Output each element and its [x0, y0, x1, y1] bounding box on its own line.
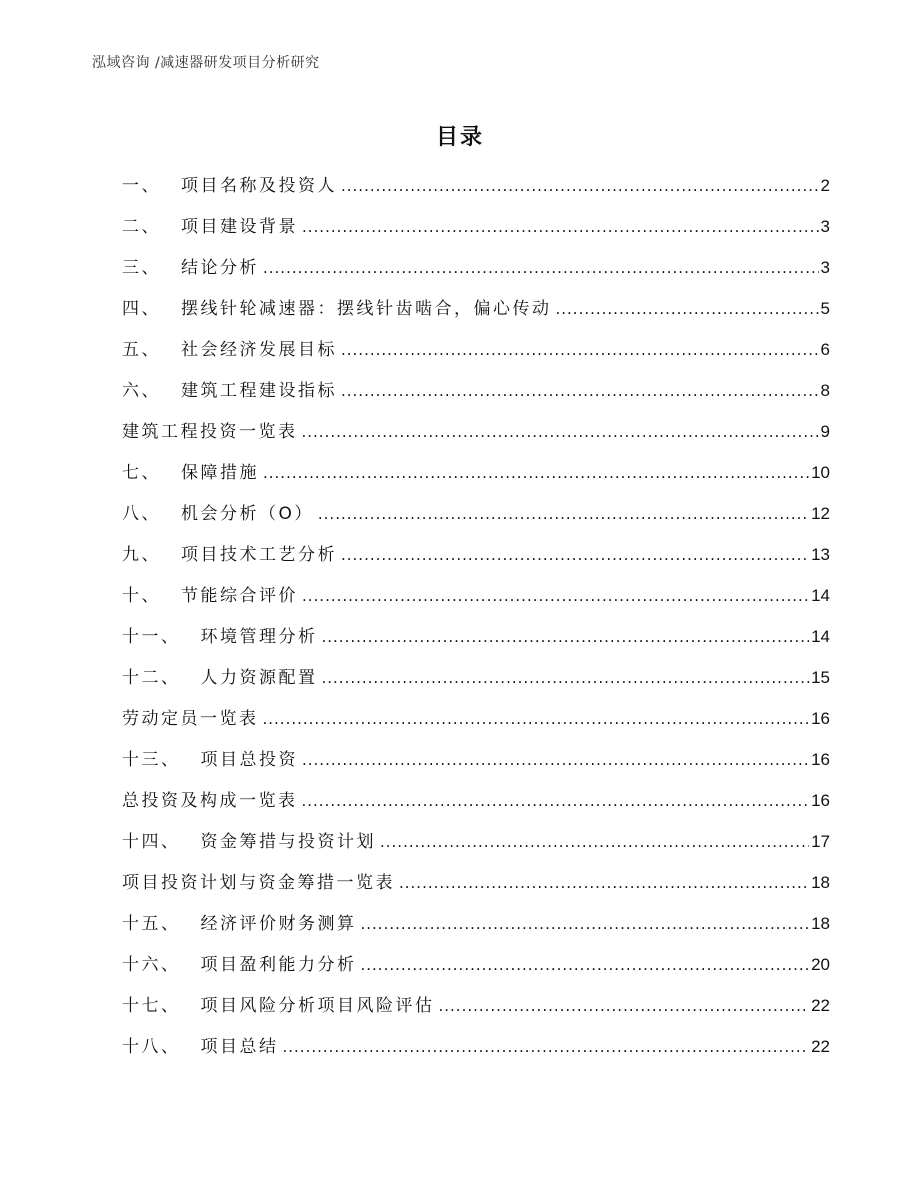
- toc-dot-leader: [283, 1031, 810, 1063]
- toc-dot-leader: [399, 867, 809, 899]
- toc-entry-title: 项目名称及投资人: [181, 176, 337, 196]
- toc-entry-label: [122, 539, 337, 571]
- toc-entry[interactable]: [122, 539, 830, 580]
- toc-dot-leader: [322, 662, 810, 694]
- toc-entry-number: 十三、: [122, 750, 181, 770]
- toc-dot-leader: [341, 539, 809, 571]
- toc-entry-label: [122, 785, 298, 817]
- toc-entry-number: 六、: [122, 381, 161, 401]
- toc-entry-label: [122, 211, 298, 243]
- toc-entry-label: [122, 334, 337, 366]
- toc-entry-number: 十二、: [122, 668, 181, 688]
- toc-entry[interactable]: [122, 662, 830, 703]
- toc-dot-leader: [263, 703, 810, 735]
- toc-entry-label: [122, 949, 357, 981]
- toc-dot-leader: [302, 744, 809, 776]
- toc-page-number: 3: [820, 217, 830, 236]
- toc-dot-leader: [318, 498, 809, 530]
- running-header: 泓域咨询 /减速器研发项目分析研究: [92, 55, 320, 71]
- toc-entry-number: 四、: [122, 299, 161, 319]
- toc-entry-title: 项目盈利能力分析: [200, 955, 357, 975]
- toc-entry[interactable]: [122, 990, 830, 1031]
- toc-page-number: 22: [811, 1037, 830, 1056]
- toc-dot-leader: [302, 416, 819, 448]
- toc-entry[interactable]: [122, 170, 830, 211]
- toc-entry-title: 项目建设背景: [181, 217, 298, 237]
- toc-page-number: 5: [820, 299, 830, 318]
- toc-page-number: 6: [820, 340, 830, 359]
- toc-entry-label: [122, 908, 357, 940]
- toc-page-number: 12: [811, 504, 830, 523]
- toc-entry-title: 总投资及构成一览表: [122, 791, 298, 811]
- toc-page-number: 15: [811, 668, 830, 687]
- toc-entry[interactable]: [122, 211, 830, 252]
- toc-entry-title: 项目投资计划与资金筹措一览表: [122, 873, 395, 893]
- page-title: 目录: [435, 125, 484, 150]
- toc-entry-number: 十八、: [122, 1037, 181, 1057]
- toc-dot-leader: [322, 621, 810, 653]
- toc-entry-label: [122, 990, 435, 1022]
- toc-dot-leader: [380, 826, 809, 858]
- toc-entry-number: 一、: [122, 176, 161, 196]
- toc-entry-title: 项目风险分析项目风险评估: [200, 996, 435, 1016]
- toc-dot-leader: [263, 457, 809, 489]
- toc-entry[interactable]: [122, 252, 830, 293]
- toc-entry-title: 经济评价财务测算: [200, 914, 357, 934]
- toc-entry[interactable]: [122, 703, 830, 744]
- toc-entry[interactable]: [122, 375, 830, 416]
- toc-page-number: 18: [811, 914, 830, 933]
- toc-page-number: 14: [811, 627, 830, 646]
- toc-entry-label: [122, 293, 552, 325]
- toc-page-number: 9: [820, 422, 830, 441]
- toc-dot-leader: [341, 334, 819, 366]
- toc-entry[interactable]: [122, 744, 830, 785]
- toc-entry-number: 十六、: [122, 955, 181, 975]
- toc-entry[interactable]: [122, 1031, 830, 1072]
- toc-entry-label: [122, 457, 259, 489]
- toc-page-number: 18: [811, 873, 830, 892]
- toc-entry[interactable]: [122, 334, 830, 375]
- toc-page-number: 17: [811, 832, 830, 851]
- toc-page-number: 16: [811, 791, 830, 810]
- toc-page-number: 13: [811, 545, 830, 564]
- toc-entry[interactable]: [122, 293, 830, 334]
- toc-entry-number: 九、: [122, 545, 161, 565]
- toc-entry-label: [122, 498, 314, 530]
- toc-entry-number: 三、: [122, 258, 161, 278]
- toc-dot-leader: [439, 990, 810, 1022]
- toc-page-number: 16: [811, 709, 830, 728]
- toc-entry-label: [122, 252, 259, 284]
- toc-entry-number: 七、: [122, 463, 161, 483]
- toc-entry-title: 项目总投资: [200, 750, 298, 770]
- toc-entry[interactable]: [122, 580, 830, 621]
- toc-entry-title: 项目技术工艺分析: [181, 545, 337, 565]
- toc-dot-leader: [263, 252, 819, 284]
- toc-entry-number: 十四、: [122, 832, 181, 852]
- toc-entry-label: [122, 375, 337, 407]
- toc-dot-leader: [361, 908, 810, 940]
- toc-dot-leader: [302, 211, 819, 243]
- toc-dot-leader: [341, 375, 819, 407]
- toc-entry-title: 节能综合评价: [181, 586, 298, 606]
- toc-entry[interactable]: [122, 621, 830, 662]
- toc-entry[interactable]: [122, 908, 830, 949]
- toc-entry-title: 资金筹措与投资计划: [200, 832, 376, 852]
- toc-entry[interactable]: [122, 949, 830, 990]
- toc-entry-label: [122, 1031, 279, 1063]
- table-of-contents: [122, 170, 830, 1072]
- toc-page-number: 22: [811, 996, 830, 1015]
- toc-entry[interactable]: [122, 457, 830, 498]
- toc-dot-leader: [302, 785, 810, 817]
- toc-dot-leader: [302, 580, 809, 612]
- toc-entry-number: 二、: [122, 217, 161, 237]
- toc-entry[interactable]: [122, 785, 830, 826]
- toc-dot-leader: [341, 170, 819, 202]
- toc-page-number: 3: [820, 258, 830, 277]
- toc-page-number: 16: [811, 750, 830, 769]
- header-divider: [92, 76, 828, 77]
- toc-entry-title: 人力资源配置: [200, 668, 318, 688]
- toc-page-number: 10: [811, 463, 830, 482]
- toc-entry[interactable]: [122, 826, 830, 867]
- toc-entry-label: [122, 580, 298, 612]
- toc-entry[interactable]: [122, 867, 830, 908]
- toc-entry-number: 十七、: [122, 996, 181, 1016]
- toc-entry-number: 十一、: [122, 627, 181, 647]
- toc-entry[interactable]: [122, 498, 830, 539]
- toc-entry-title: 环境管理分析: [200, 627, 318, 647]
- toc-entry-title: 结论分析: [181, 258, 259, 278]
- toc-entry[interactable]: [122, 416, 830, 457]
- toc-entry-label: [122, 416, 298, 448]
- toc-entry-title: 摆线针轮减速器：摆线针齿啮合，偏心传动: [181, 299, 552, 319]
- toc-entry-title: 劳动定员一览表: [122, 709, 259, 729]
- toc-page-number: 8: [820, 381, 830, 400]
- toc-entry-label: [122, 703, 259, 735]
- toc-entry-title: 建筑工程投资一览表: [122, 422, 298, 442]
- toc-entry-title: 建筑工程建设指标: [181, 381, 337, 401]
- toc-entry-label: [122, 826, 376, 858]
- toc-entry-label: [122, 867, 395, 899]
- toc-entry-title: 社会经济发展目标: [181, 340, 337, 360]
- toc-entry-label: [122, 744, 298, 776]
- toc-entry-label: [122, 170, 337, 202]
- toc-dot-leader: [556, 293, 819, 325]
- toc-entry-title: 项目总结: [200, 1037, 279, 1057]
- toc-entry-title: 保障措施: [181, 463, 259, 483]
- toc-entry-number: 五、: [122, 340, 161, 360]
- toc-dot-leader: [361, 949, 810, 981]
- toc-entry-label: [122, 621, 318, 653]
- toc-page-number: 20: [811, 955, 830, 974]
- toc-entry-number: 十、: [122, 586, 161, 606]
- toc-entry-label: [122, 662, 318, 694]
- toc-entry-number: 八、: [122, 504, 161, 524]
- toc-entry-title: 机会分析（O）: [181, 504, 314, 524]
- toc-page-number: 2: [820, 176, 830, 195]
- toc-entry-number: 十五、: [122, 914, 181, 934]
- toc-page-number: 14: [811, 586, 830, 605]
